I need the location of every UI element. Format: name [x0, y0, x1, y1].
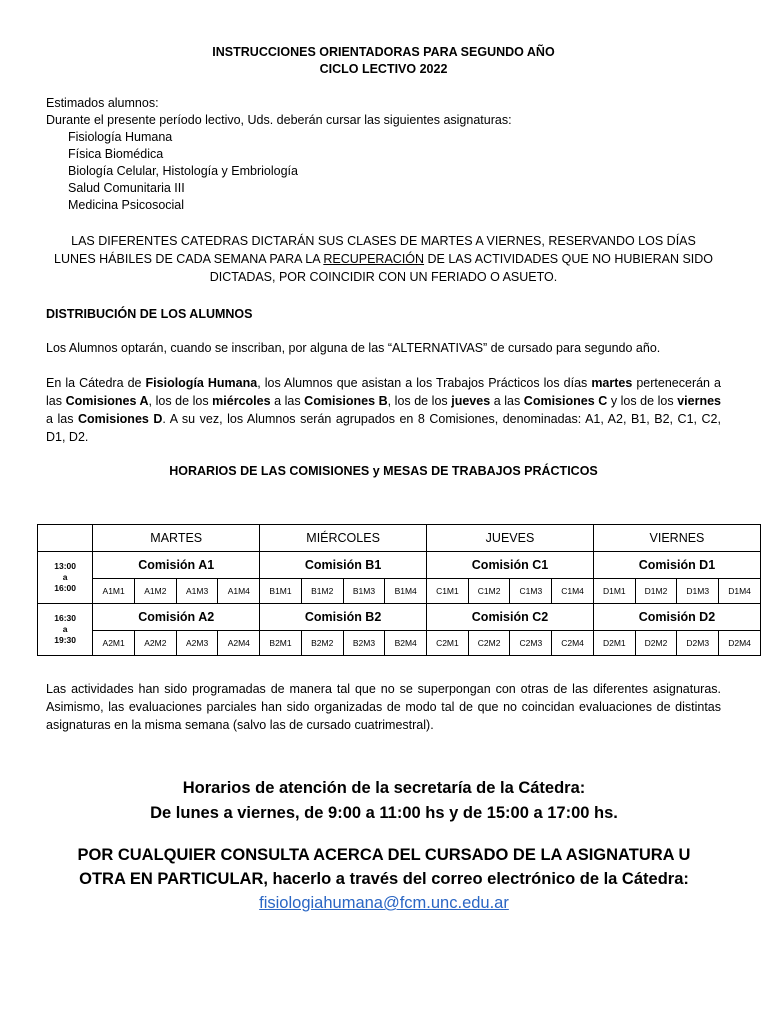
schedule-title: HORARIOS DE LAS COMISIONES y MESAS DE TRABAJOS PRÁCTICOS — [169, 464, 598, 478]
mesa-cell: A1M2 — [135, 579, 177, 604]
mesa-cell: C2M4 — [552, 631, 594, 656]
subject-item: Biología Celular, Histología y Embriología — [68, 164, 298, 178]
commission-cell: Comisión A2 — [93, 604, 260, 631]
mesa-cell: B1M1 — [260, 579, 302, 604]
mesa-row — [38, 631, 761, 656]
subject-item: Medicina Psicosocial — [68, 198, 185, 212]
time-separator: a — [62, 572, 68, 582]
mesa-cell: C1M1 — [427, 579, 469, 604]
subject-item: Fisiología Humana — [68, 130, 173, 144]
mesa-cell: C2M3 — [510, 631, 552, 656]
commission-cell: Comisión A1 — [93, 552, 260, 579]
commission-cell: Comisión B2 — [260, 604, 427, 631]
mesa-cell: A2M2 — [135, 631, 177, 656]
day-name: miércoles — [212, 394, 271, 408]
day-header: VIERNES — [593, 525, 760, 552]
time-start: 13:00 — [54, 561, 77, 571]
distribution-paragraph-1: Los Alumnos optarán, cuando se inscriban, por alguna de las “ALTERNATIVAS” de cursado para segundo año. — [46, 341, 661, 355]
mesa-cell: A2M1 — [93, 631, 135, 656]
mesa-cell: A1M1 — [93, 579, 135, 604]
commission-cell: Comisión D2 — [593, 604, 760, 631]
mesa-cell: C2M2 — [468, 631, 510, 656]
text: . A su vez, los Alumnos serán agrupados en 8 Comisiones, denominadas: A1, A2, B1, B2, C1, C2, D1, D2. — [46, 412, 721, 444]
title-line-2: CICLO LECTIVO 2022 — [319, 62, 448, 76]
text: a las — [490, 394, 524, 408]
mesa-row — [38, 579, 761, 604]
text: a las — [270, 394, 305, 408]
commission-row — [38, 604, 761, 631]
text: , los Alumnos que asistan a los Trabajos Prácticos los días — [257, 376, 592, 390]
empty-corner-cell — [38, 525, 93, 552]
greeting: Estimados alumnos: — [46, 96, 159, 110]
notice-text: LAS DIFERENTES CATEDRAS DICTARÁN SUS CLASES DE MARTES A VIERNES, RESERVANDO LOS DÍAS LUNES HÁBILES DE CADA SEMANA PARA LA — [54, 234, 696, 266]
mesa-cell: C2M1 — [427, 631, 469, 656]
mesa-cell: D2M3 — [677, 631, 719, 656]
commission-cell: Comisión D1 — [593, 552, 760, 579]
commission-group: Comisiones B — [304, 394, 388, 408]
mesa-cell: B1M2 — [301, 579, 343, 604]
subject-name: Fisiología Humana — [145, 376, 258, 390]
day-header: MARTES — [93, 525, 260, 552]
text: a las — [46, 412, 78, 426]
commission-group: Comisiones A — [65, 394, 149, 408]
mesa-cell: D1M1 — [593, 579, 635, 604]
subject-list — [46, 129, 721, 214]
distribution-heading: DISTRIBUCIÓN DE LOS ALUMNOS — [46, 307, 253, 321]
document-title — [46, 44, 721, 78]
day-name: martes — [591, 376, 633, 390]
mesa-cell: B2M4 — [385, 631, 427, 656]
intro-block — [46, 95, 721, 214]
mesa-cell: B2M2 — [301, 631, 343, 656]
mesa-cell: A1M3 — [176, 579, 218, 604]
mesa-cell: D1M3 — [677, 579, 719, 604]
closing-paragraph: Las actividades han sido programadas de manera tal que no se superpongan con otras de las diferentes asignaturas. Asimismo, las evaluaciones parciales han sido organizadas de modo tal de que no coincidan evaluaciones de distintas asignaturas en la misma semana (salvo las de cursado cuatrimestral). — [46, 682, 721, 732]
commission-cell: Comisión C1 — [427, 552, 594, 579]
intro-lead: Durante el presente período lectivo, Uds. deberán cursar las siguientes asignaturas: — [46, 113, 512, 127]
consult-line-1: POR CUALQUIER CONSULTA ACERCA DEL CURSADO DE LA ASIGNATURA U — [77, 846, 691, 864]
notice-underlined: RECUPERACIÓN — [323, 252, 425, 266]
mesa-cell: B2M1 — [260, 631, 302, 656]
commission-cell: Comisión B1 — [260, 552, 427, 579]
hours-line-1: Horarios de atención de la secretaría de la Cátedra: — [182, 779, 586, 797]
mesa-cell: B2M3 — [343, 631, 385, 656]
notice-text-end: DE LAS ACTIVIDADES QUE NO HUBIERAN SIDO DICTADAS, POR COINCIDIR CON UN FERIADO O ASUETO. — [209, 252, 713, 284]
commission-cell: Comisión C2 — [427, 604, 594, 631]
schedule-table — [37, 524, 761, 656]
time-end: 19:30 — [54, 635, 77, 645]
consult-block — [0, 843, 768, 915]
time-cell — [38, 552, 93, 604]
time-end: 16:00 — [54, 583, 77, 593]
day-name: jueves — [451, 394, 491, 408]
day-header: MIÉRCOLES — [260, 525, 427, 552]
mesa-cell: B1M3 — [343, 579, 385, 604]
consult-line-2: OTRA EN PARTICULAR, hacerlo a través del correo electrónico de la Cátedra: — [79, 870, 689, 888]
hours-line-2: De lunes a viernes, de 9:00 a 11:00 hs y de 15:00 a 17:00 hs. — [150, 804, 618, 822]
hours-block — [0, 776, 768, 826]
commission-group: Comisiones C — [523, 394, 608, 408]
text: , los de los — [148, 394, 213, 408]
time-start: 16:30 — [54, 613, 77, 623]
subject-item: Física Biomédica — [68, 147, 164, 161]
mesa-cell: C1M2 — [468, 579, 510, 604]
title-line-1: INSTRUCCIONES ORIENTADORAS PARA SEGUNDO AÑO — [212, 45, 555, 59]
mesa-cell: D2M4 — [719, 631, 761, 656]
mesa-cell: A2M4 — [218, 631, 260, 656]
notice-paragraph — [46, 232, 721, 286]
document-page — [46, 44, 721, 480]
subject-item: Salud Comunitaria III — [68, 181, 185, 195]
text: , los de los — [387, 394, 452, 408]
day-name: viernes — [677, 394, 721, 408]
commission-group: Comisiones D — [78, 412, 163, 426]
mesa-cell: C1M4 — [552, 579, 594, 604]
mesa-cell: A1M4 — [218, 579, 260, 604]
distribution-paragraph-2 — [46, 374, 721, 446]
time-cell — [38, 604, 93, 656]
mesa-cell: D2M2 — [635, 631, 677, 656]
text: En la Cátedra de — [46, 376, 146, 390]
mesa-cell: B1M4 — [385, 579, 427, 604]
mesa-cell: D1M4 — [719, 579, 761, 604]
commission-row — [38, 552, 761, 579]
time-separator: a — [62, 624, 68, 634]
day-header: JUEVES — [427, 525, 594, 552]
mesa-cell: C1M3 — [510, 579, 552, 604]
mesa-cell: A2M3 — [176, 631, 218, 656]
text: y los de los — [607, 394, 678, 408]
mesa-cell: D1M2 — [635, 579, 677, 604]
email-link[interactable]: fisiologiahumana@fcm.unc.edu.ar — [259, 894, 509, 912]
mesa-cell: D2M1 — [593, 631, 635, 656]
day-header-row — [38, 525, 761, 552]
text: pertenecerán a las — [46, 376, 721, 408]
